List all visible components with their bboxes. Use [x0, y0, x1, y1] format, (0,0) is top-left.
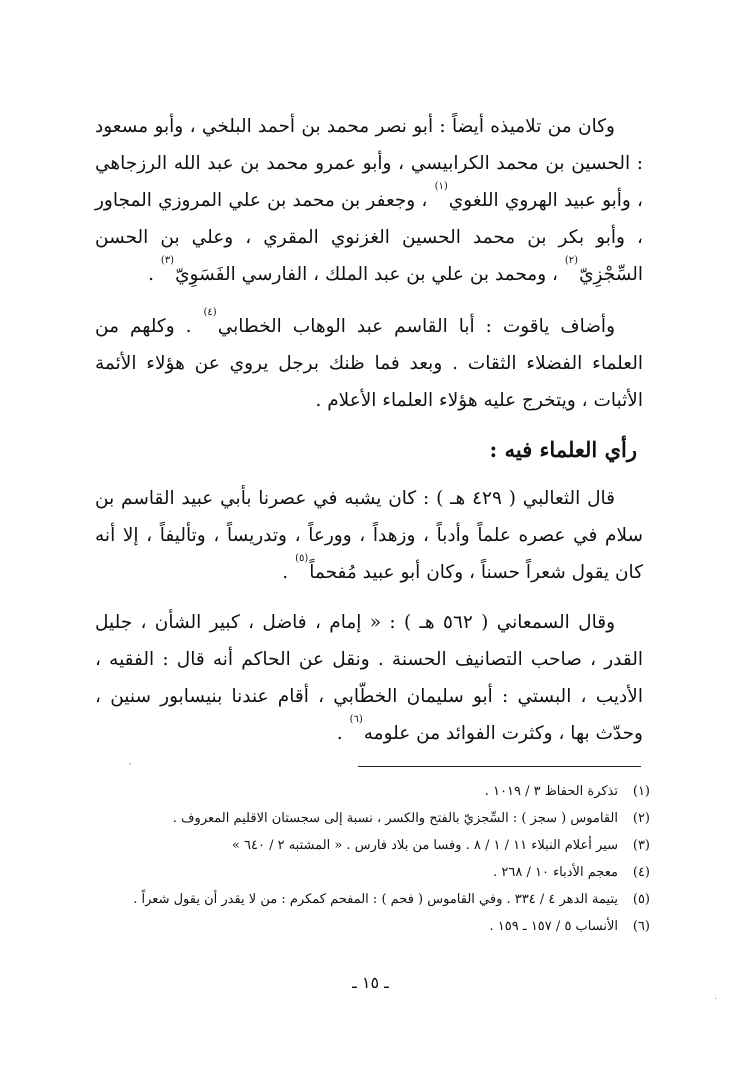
footnote-divider	[358, 766, 641, 767]
page-number: ـ ١٥ ـ	[352, 973, 389, 992]
paragraph-text: وأضاف ياقوت : أبا القاسم عبد الوهاب الخطابي	[217, 316, 616, 337]
paragraph-text: .	[336, 723, 343, 744]
paragraph-text: .	[282, 562, 289, 583]
paragraph-text: وكان من تلاميذه أيضاً : أبو نصر محمد بن أحمد البلخي ، وأبو مسعود : الحسين بن محمد الكرابيسي ، وأبو عمرو محمد بن عبد الله الرزجاهي ، وأبو عبيد الهروي اللغوي	[95, 116, 644, 211]
paragraph-text: ، ومحمد بن علي بن عبد الملك ، الفارسي الفَسَوِيّ	[175, 264, 558, 285]
scan-speck: ʼ	[128, 762, 132, 773]
paragraph-students	[95, 108, 643, 293]
footnote-item	[95, 886, 650, 913]
footnote-text: القاموس ( سجز ) : السِّجزيّ بالفتح والكسر ، نسبة إلى سجستان الاقليم المعروف .	[172, 811, 618, 826]
footnote-ref[interactable]: (١)	[434, 181, 448, 192]
paragraph-samaani	[95, 604, 643, 752]
footnote-ref[interactable]: (٣)	[160, 255, 175, 266]
scan-speck: ·	[714, 994, 718, 1005]
footnote-item	[95, 832, 650, 859]
paragraph-yaqut	[95, 308, 643, 419]
footnote-item	[95, 805, 650, 832]
paragraph-text: . وكلهم من العلماء الفضلاء الثقات . وبعد فما ظنك برجل يروي عن هؤلاء الأئمة الأثبات ، ويتخرج عليه هؤلاء العلماء الأعلام .	[95, 316, 643, 411]
footnote-ref[interactable]: (٥)	[295, 553, 309, 564]
footnote-number: (٥)	[632, 892, 650, 907]
footnote-number: (١)	[632, 784, 650, 799]
footnote-ref[interactable]: (٦)	[349, 714, 363, 725]
footnote-ref[interactable]: (٢)	[564, 255, 579, 266]
footnote-number: (٦)	[632, 919, 650, 934]
footnote-number: (٢)	[632, 811, 650, 826]
footnote-text: الأنساب ٥ / ١٥٧ ـ ١٥٩ .	[489, 919, 618, 934]
footnote-item	[95, 913, 650, 940]
footnote-item	[95, 859, 650, 886]
paragraph-text: ، وجعفر بن محمد بن علي المروزي المجاور ، وأبو بكر بن محمد الحسين الغزنوي المقري ، وعلي بن الحسن السِّجْزِيّ	[95, 190, 643, 285]
paragraph-text: قال الثعالبي ( ٤٢٩ هـ ) : كان يشبه في عصرنا بأبي عبيد القاسم بن سلام في عصره علماً وأدباً ، وزهداً ، وورعاً ، وتدريساً ، وتأليفاً ، إلا أنه كان يقول شعراً حسناً ، وكان أبو عبيد مُفحماً	[95, 488, 643, 583]
footnote-text: يتيمة الدهر ٤ / ٣٣٤ . وفي القاموس ( فحم ) : المفحم كمكرم : من لا يقدر أن يقول شعراً .	[133, 892, 618, 907]
footnote-item	[95, 778, 650, 805]
paragraph-text: .	[148, 264, 154, 285]
footnote-number: (٤)	[632, 865, 650, 880]
paragraph-thaalibi	[95, 480, 643, 591]
footnote-text: سير أعلام النبلاء ١١ / ١ / ٨ . وفسا من بلاد فارس . « المشتبه ٢ / ٦٤٠ »	[231, 838, 618, 853]
footnote-ref[interactable]: (٤)	[203, 307, 217, 318]
footnote-text: معجم الأدباء ١٠ / ٢٦٨ .	[493, 865, 618, 880]
paragraph-text: وقال السمعاني ( ٥٦٢ هـ ) : « إمام ، فاضل ، كبير الشأن ، جليل القدر ، صاحب التصانيف الحسنة . ونقل عن الحاكم أنه قال : الفقيه ، الأديب ، البستي : أبو سليمان الخطّابي ، أقام عندنا بنيسابور سنين ، وحدّث بها ، وكثرت الفوائد من علومه	[95, 612, 643, 744]
footnotes-list	[95, 778, 650, 940]
footnote-number: (٣)	[632, 838, 650, 853]
section-heading: رأي العلماء فيه :	[489, 437, 637, 462]
footnote-text: تذكرة الحفاظ ٣ / ١٠١٩ .	[484, 784, 618, 799]
